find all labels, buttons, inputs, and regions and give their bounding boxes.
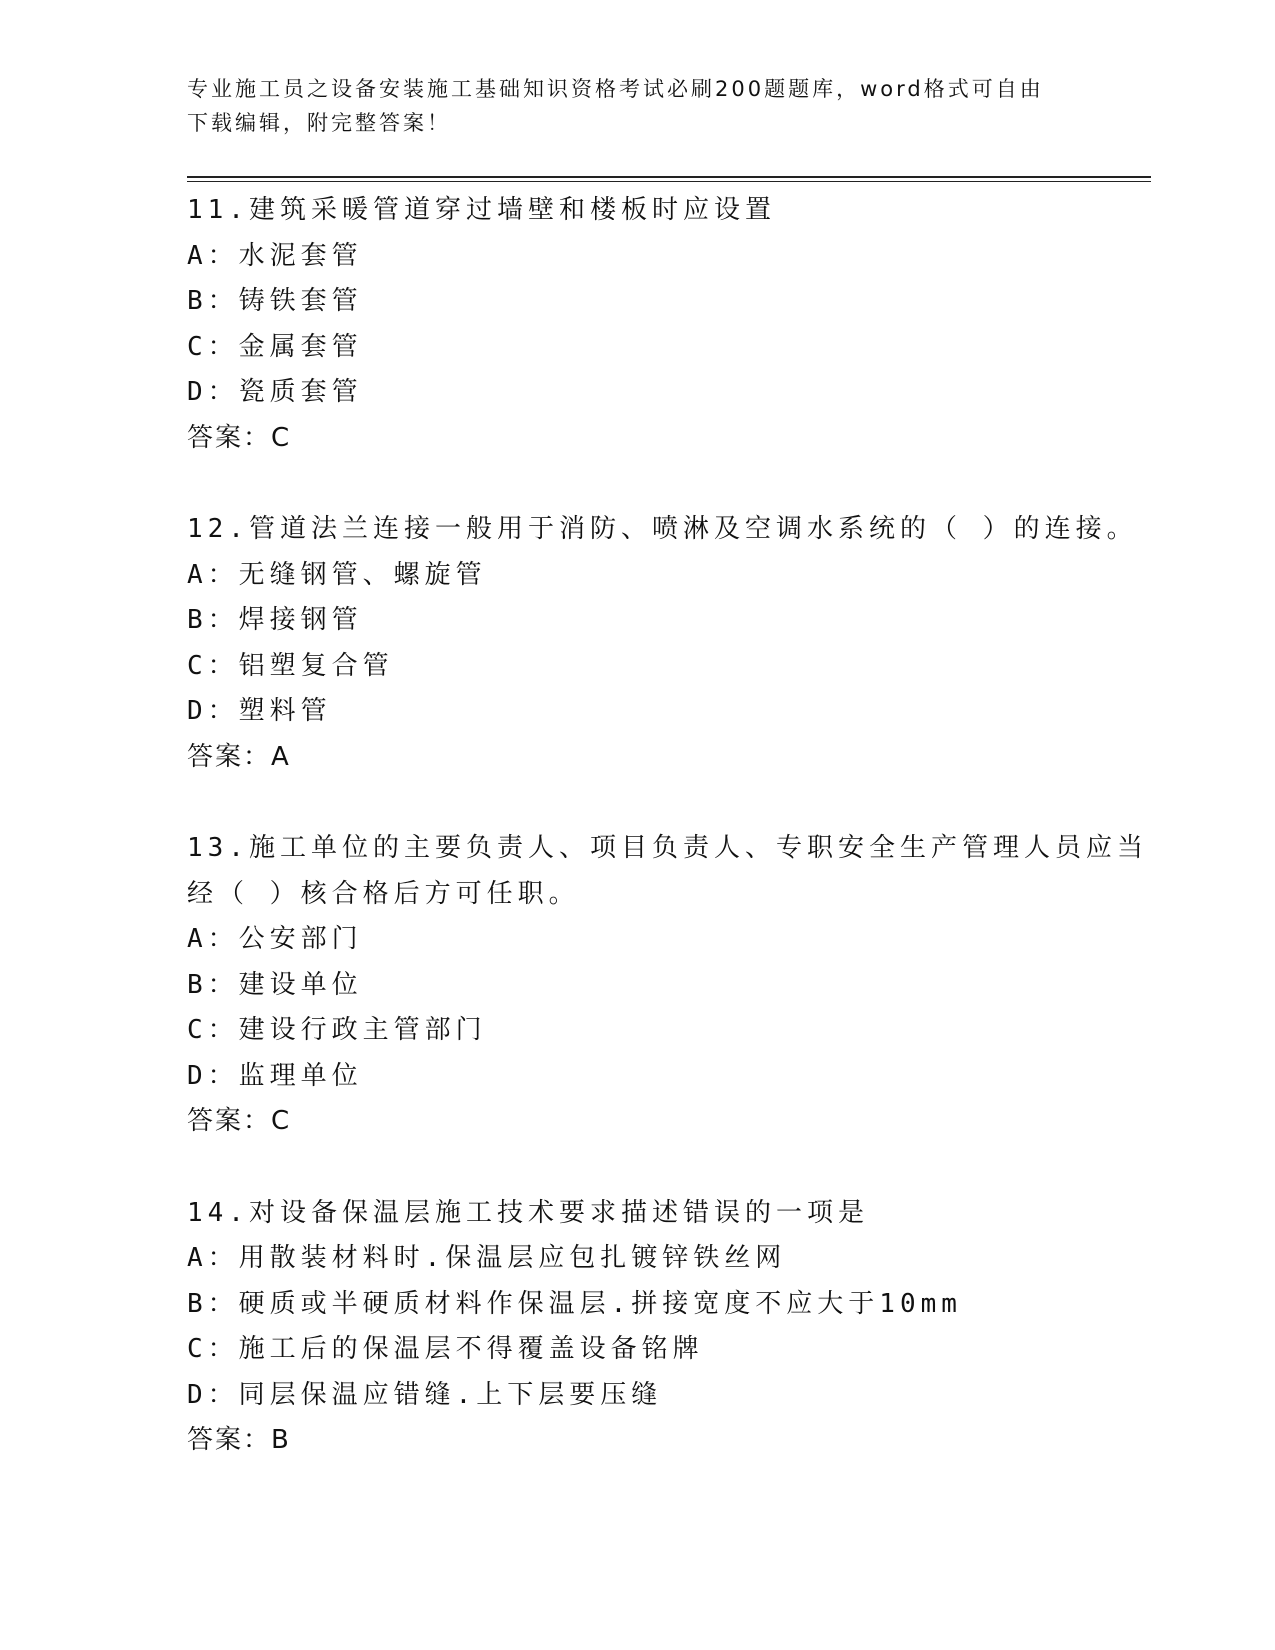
option-d: D：同层保温应错缝.上下层要压缝 (187, 1379, 663, 1410)
question-11 (187, 188, 1087, 461)
question-stem: 14.对设备保温层施工技术要求描述错误的一项是 (187, 1197, 869, 1228)
question-stem: 12.管道法兰连接一般用于消防、喷淋及空调水系统的（ ）的连接。 (187, 514, 1138, 544)
option-a: A：用散装材料时.保温层应包扎镀锌铁丝网 (187, 1243, 787, 1273)
question-13 (187, 826, 1148, 1145)
option-b: B：建设单位 (187, 969, 363, 1000)
header-divider-thick (187, 176, 1151, 178)
option-b: B：铸铁套管 (187, 286, 363, 316)
answer-label: 答案：B (187, 1425, 291, 1455)
option-c: C：金属套管 (187, 331, 363, 362)
header-line-1: 专业施工员之设备安装施工基础知识资格考试必刷200题题库，word格式可自由 (187, 77, 1044, 101)
question-14 (187, 1191, 1087, 1464)
option-d: D：监理单位 (187, 1060, 363, 1091)
answer-label: 答案：C (187, 1106, 292, 1136)
option-d: D：瓷质套管 (187, 377, 363, 407)
header-line-2: 下载编辑，附完整答案！ (187, 111, 451, 135)
option-d: D：塑料管 (187, 696, 332, 726)
question-stem-line-2: 经（ ）核合格后方可任职。 (187, 878, 580, 909)
option-c: C：铝塑复合管 (187, 650, 394, 681)
option-b: B：硬质或半硬质材料作保温层.拼接宽度不应大于10mm (187, 1288, 962, 1319)
header-divider-thin (187, 181, 1151, 182)
question-stem: 11.建筑采暖管道穿过墙壁和楼板时应设置 (187, 195, 776, 225)
question-12 (187, 507, 1138, 780)
option-a: A：无缝钢管、螺旋管 (187, 559, 487, 590)
option-c: C：施工后的保温层不得覆盖设备铭牌 (187, 1334, 704, 1364)
option-c: C：建设行政主管部门 (187, 1015, 487, 1045)
answer-label: 答案：A (187, 741, 291, 772)
document-header (187, 72, 1067, 140)
option-a: A：水泥套管 (187, 240, 363, 271)
question-stem-line-1: 13.施工单位的主要负责人、项目负责人、专职安全生产管理人员应当 (187, 833, 1148, 863)
question-list (187, 188, 1148, 1510)
option-a: A：公安部门 (187, 924, 363, 954)
answer-label: 答案：C (187, 422, 292, 453)
option-b: B：焊接钢管 (187, 605, 363, 635)
